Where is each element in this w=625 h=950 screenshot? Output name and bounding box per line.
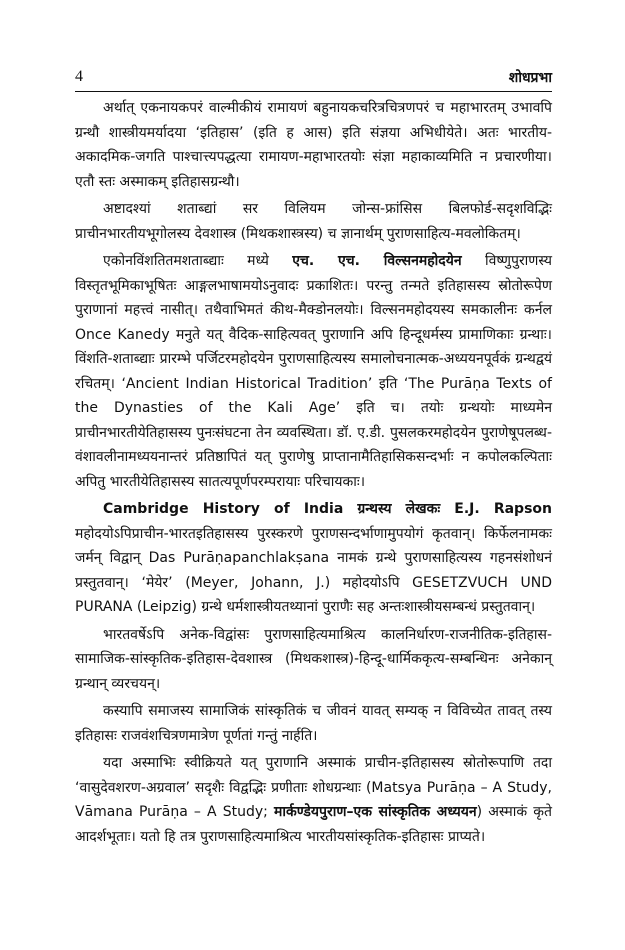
bold-book-author: Cambridge History of India ग्रन्थस्य लेखकः E.J. Rapson	[103, 501, 552, 517]
paragraph-segment: महोदयोऽपिप्राचीन-भारतइतिहासस्य पुरस्करणे पुराणसन्दर्भाणामुपयोगं कृतवान्। किर्फेलनामकः जर्मन् विद्वान् Das Purāṇapanchlakṣana नामकं ग्रन्थे पुराणसाहित्यस्य गहनसंशोधनं प्रस्तुतवान्। ‘मेयेर’ (Meyer, Johann, J.) महोदयोऽपि GESETZVUCH UND PURANA (Leipzig) ग्रन्थे धर्मशास्त्रीयतथ्यानां पुराणैः सह अन्तःशास्त्रीयसम्बन्धं प्रस्तुतवान्।	[75, 525, 552, 615]
running-title: शोधप्रभा	[508, 70, 552, 86]
paragraph-segment: अर्थात् एकनायकपरं वाल्मीकीयं रामायणं बहुनायकचरित्रचित्रणपरं च महाभारतम् उभावपि ग्रन्थौ शास्त्रीयमर्यादया ‘इतिहास’ (इति ह आस) इति संज्ञया अभिधीयेते। अतः भारतीय-अकादमिक-जगति पाश्चात्त्यपद्धत्या रामायण-महाभारतयोः संज्ञा महाकाव्यमिति न प्रचारणीया। एतौ स्तः अस्माकम् इतिहासग्रन्थौ।	[75, 100, 552, 190]
bold-author-name: एच. एच. विल्सनमहोदयेन	[292, 253, 462, 269]
paragraph-4	[75, 497, 552, 620]
paragraph-segment: ) अस्माकं कृते आदर्शभूताः। यतो हि तत्र पुराणसाहित्यमाश्रित्य भारतीयसांस्कृतिक-इतिहासः प्राप्यते।	[75, 804, 552, 845]
paragraph-2	[75, 197, 552, 246]
page-number: 4	[75, 68, 83, 85]
header-rule	[75, 91, 552, 92]
paragraph-segment: भारतवर्षेऽपि अनेक-विद्वांसः पुराणसाहित्यमाश्रित्य कालनिर्धारण-राजनीतिक-इतिहास-सामाजिक-सांस्कृतिक-इतिहास-देवशास्त्र (मिथकशास्त्र)-हिन्दू-धार्मिककृत्य-सम्बन्धिनः अनेकान् ग्रन्थान् व्यरचयन्।	[75, 626, 552, 692]
paragraph-1	[75, 96, 552, 194]
page-header	[75, 68, 552, 90]
paragraph-7	[75, 751, 552, 849]
paragraph-segment: यदा अस्माभिः स्वीक्रियते यत् पुराणानि अस्माकं प्राचीन-इतिहासस्य स्रोतोरूपाणि तदा ‘वासुदेवशरण-अग्रवाल’ सदृशैः विद्वद्भिः प्रणीताः शोधग्रन्थाः (Matsya Purāṇa – A Study, Vāmana Purāṇa – A Study;	[75, 755, 552, 820]
paragraph-6	[75, 699, 552, 748]
bold-book-title: मार्कण्डेयपुराण–एक सांस्कृतिक अध्ययन	[274, 804, 477, 820]
paragraph-segment: अष्टादश्यां शताब्द्यां सर विलियम जोन्स-फ्रांसिस बिलफोर्ड-सदृशविद्भिः प्राचीनभारतीयभूगोलस्य देवशास्त्र (मिथकशास्त्रस्य) च ज्ञानार्थम् पुराणसाहित्य-मवलोकितम्।	[75, 201, 552, 242]
paragraph-5	[75, 623, 552, 697]
paragraph-segment: विष्णुपुराणस्य विस्तृतभूमिकाभूषितः आङ्गलभाषामयोऽनुवादः प्रकाशितः। परन्तु तन्मते इतिहासस्य स्रोतोरूपेण पुराणानां महत्त्वं नासीत्। तथैवाभिमतं कीथ-मैक्डोनलयोः। विल्सनमहोदयस्य समकालीनः कर्नल Once Kanedy मनुते यत् वैदिक-साहित्यवत् पुराणानि अपि हिन्दूधर्मस्य प्रामाणिकाः ग्रन्थाः। विंशति-शताब्द्याः प्रारम्भे पर्जिटरमहोदयेन पुराणसाहित्यस्य समालोचनात्मक-अध्ययनपूर्वकं ग्रन्थद्वयं रचितम्। ‘Ancient Indian Historical Tradition’ इति ‘The Purāṇa Texts of the Dynasties of the Kali Age’ इति च। तयोः ग्रन्थयोः माध्यमेन प्राचीनभारतीयेतिहासस्य पुनःसंघटना तेन व्यवस्थिता। डॉ. ए.डी. पुसलकरमहोदयेन पुराणेषूपलब्ध-वंशावलीनामध्ययनान्तरं प्रतिष्ठापितं यत् पुराणेषु प्राप्तानामैतिहासिकसन्दर्भाः न कपोलकल्पिताः अपितु भारतीयेतिहासस्य सातत्यपूर्णपरम्परायाः परिचायकाः।	[75, 253, 552, 490]
body-text	[75, 96, 552, 849]
paragraph-segment: कस्यापि समाजस्य सामाजिकं सांस्कृतिकं च जीवनं यावत् सम्यक् न विविच्येत तावत् तस्य इतिहासः राजवंशचित्रणमात्रेण पूर्णतां गन्तुं नार्हति।	[75, 703, 552, 744]
paragraph-3	[75, 249, 552, 494]
paragraph-segment: एकोनविंशतितमशताब्द्याः मध्ये	[103, 253, 293, 269]
